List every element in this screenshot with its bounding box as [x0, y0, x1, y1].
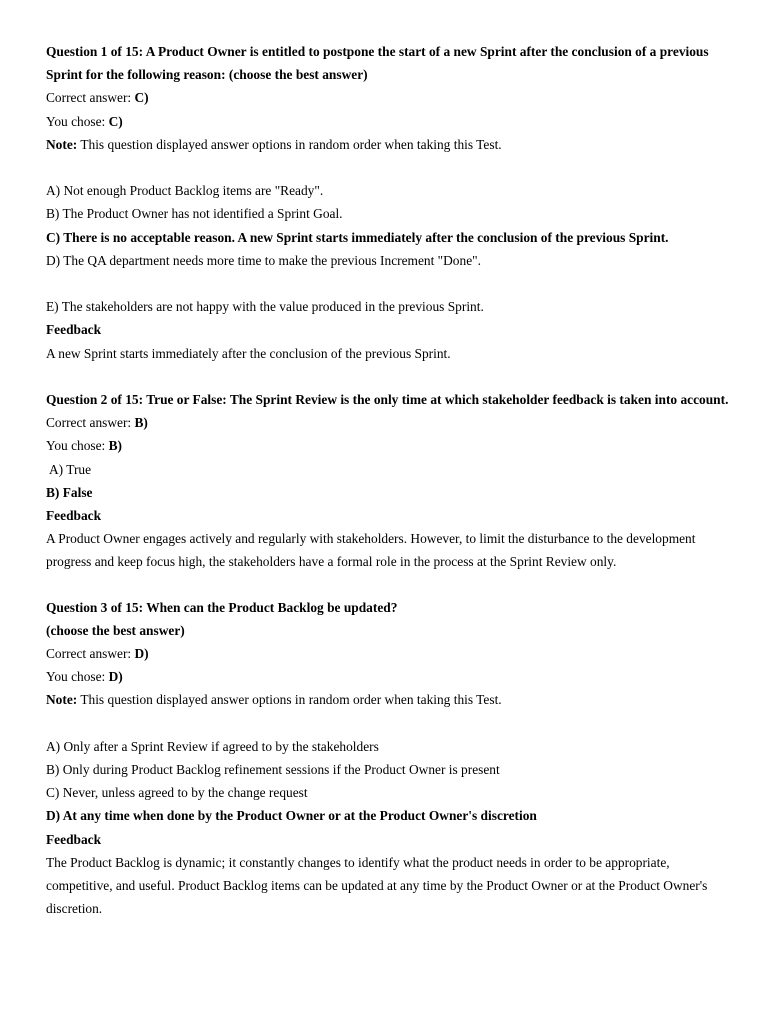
you-chose-label: You chose: [46, 113, 109, 129]
question-1-note [46, 133, 736, 156]
question-1-option-d: D) The QA department needs more time to make the previous Increment "Done". [46, 252, 481, 268]
question-2-feedback-label: Feedback [46, 508, 102, 524]
you-chose-label: You chose: [46, 438, 109, 454]
spacer [46, 272, 736, 295]
question-3-option-d-correct: D) At any time when done by the Product Owner or at the Product Owner's discretion [46, 808, 537, 824]
spacer [46, 574, 736, 596]
question-3-option-c: C) Never, unless agreed to by the change request [46, 785, 308, 801]
correct-answer-label: Correct answer: [46, 646, 135, 662]
question-1-feedback-text: A new Sprint starts immediately after the conclusion of the previous Sprint. [46, 345, 451, 361]
correct-answer-value: C) [134, 90, 149, 106]
question-1-option-e: E) The stakeholders are not happy with the value produced in the previous Sprint. [46, 299, 484, 315]
question-1-correct-answer [46, 86, 736, 109]
question-1 [46, 40, 736, 365]
you-chose-value: D) [108, 669, 123, 685]
question-3-correct-answer [46, 642, 736, 665]
question-1-you-chose [46, 110, 736, 133]
note-text: This question displayed answer options in random order when taking this Test. [77, 136, 502, 152]
question-3-you-chose [46, 665, 736, 688]
spacer [46, 365, 736, 388]
note-label: Note: [46, 692, 78, 708]
question-3-title-instruction: (choose the best answer) [46, 622, 185, 638]
question-2-correct-answer [46, 411, 736, 434]
question-3-option-a: A) Only after a Sprint Review if agreed to by the stakeholders [46, 738, 379, 754]
correct-answer-value: B) [134, 415, 148, 431]
note-label: Note: [46, 136, 78, 152]
spacer [46, 156, 736, 179]
document-page [46, 40, 736, 920]
correct-answer-value: D) [134, 646, 149, 662]
question-1-option-b: B) The Product Owner has not identified a Sprint Goal. [46, 206, 343, 222]
question-3-feedback-text: The Product Backlog is dynamic; it constantly changes to identify what the product needs in order to be appropriate, competitive, and useful. Product Backlog items can be updated at any time by the Product Owner or at the Product Owner's discretion. [46, 854, 708, 917]
question-3-option-b: B) Only during Product Backlog refinement sessions if the Product Owner is present [46, 762, 500, 778]
you-chose-label: You chose: [46, 669, 109, 685]
you-chose-value: C) [108, 113, 123, 129]
question-3 [46, 596, 736, 921]
question-3-feedback-label: Feedback [46, 831, 102, 847]
question-3-note [46, 688, 736, 711]
question-2 [46, 388, 736, 574]
correct-answer-label: Correct answer: [46, 90, 135, 106]
question-2-option-b-correct: B) False [46, 484, 93, 500]
question-1-option-c-correct: C) There is no acceptable reason. A new Sprint starts immediately after the conclusion of the previous Sprint. [46, 229, 669, 245]
question-2-you-chose [46, 434, 736, 457]
note-text: This question displayed answer options in random order when taking this Test. [77, 692, 502, 708]
question-2-title: Question 2 of 15: True or False: The Sprint Review is the only time at which stakeholder feedback is taken into account. [46, 392, 729, 407]
question-1-feedback-label: Feedback [46, 322, 102, 338]
question-1-title: Question 1 of 15: A Product Owner is entitled to postpone the start of a new Sprint after the conclusion of a previous Sprint for the following reason: (choose the best answer) [46, 44, 709, 83]
question-2-feedback-text: A Product Owner engages actively and regularly with stakeholders. However, to limit the disturbance to the development progress and keep focus high, the stakeholders have a formal role in the process at the Sprint Review only. [46, 531, 696, 570]
correct-answer-label: Correct answer: [46, 415, 135, 431]
you-chose-value: B) [108, 438, 123, 454]
question-1-option-a: A) Not enough Product Backlog items are "Ready". [46, 183, 324, 199]
spacer [46, 712, 736, 735]
question-3-title: Question 3 of 15: When can the Product Backlog be updated? [46, 599, 398, 615]
question-2-option-a: A) True [49, 461, 92, 477]
